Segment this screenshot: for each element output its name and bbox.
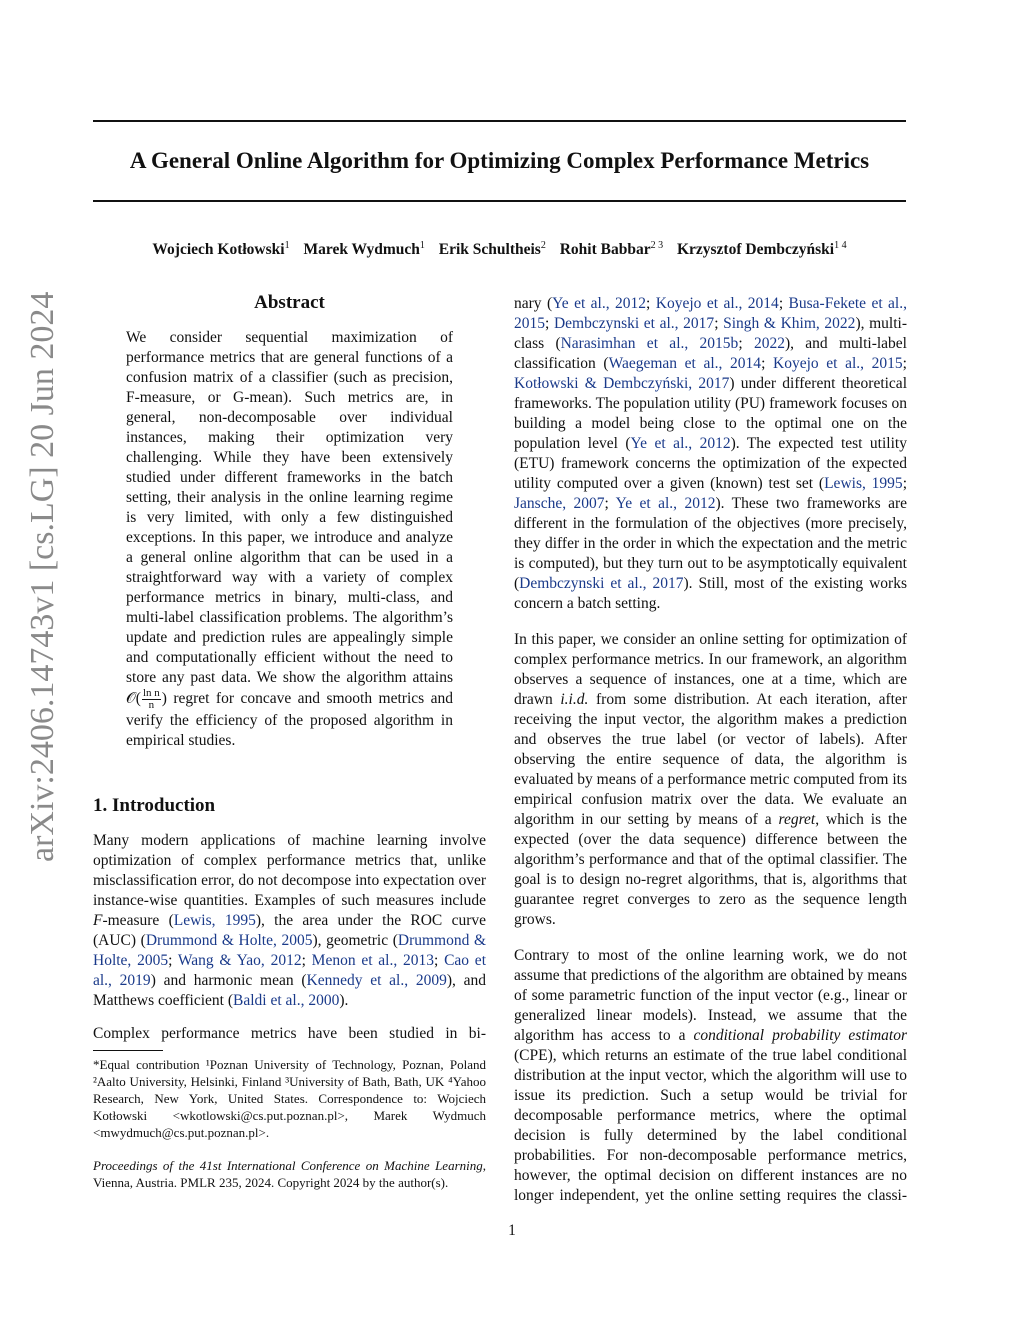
citation-link[interactable]: Dembczynski et al., 2017 — [553, 315, 715, 332]
author — [560, 241, 663, 258]
page-number: 1 — [508, 1222, 516, 1239]
citation-link[interactable]: 2022 — [753, 335, 785, 352]
intro-paragraph-2: Complex performance metrics have been studied in bi- — [93, 1025, 486, 1042]
author-name: Krzysztof Dembczyński — [676, 241, 835, 259]
text: ; — [168, 952, 178, 969]
paper-title: A General Online Algorithm for Optimizing Complex Performance Metrics — [129, 148, 870, 173]
author-affiliation: 1 4 — [834, 240, 847, 251]
text: ; — [738, 335, 754, 352]
text: ), multi-class ( — [514, 315, 907, 352]
citation-link[interactable]: Singh & Khim, 2022 — [723, 315, 856, 332]
author — [439, 241, 546, 258]
body-paragraph — [514, 294, 907, 614]
emphasis: i.i.d. — [560, 691, 589, 708]
text: , which is the expected (over the data sequence) difference between the algorithm’s performance and that of the optimal classifier. The goal is to design no-regret algorithms, that is, algorithms that guarantee regret converges to zero as the sequence length grows. — [514, 811, 907, 928]
abstract-text-a: We consider sequential maximization of performance metrics that are general functions of a confusion matrix of a classifier (such as precision, F-measure, or G-mean). Such metrics are, in general, non-decomposable over individual instances, making their optimization very challenging. While they have been extensively studied under different frameworks in the batch setting, their analysis in the online learning regime is very limited, with only a few distinguished exceptions. In this paper, we introduce and analyze a general online algorithm that can be used in a straightforward way with a variety of complex performance metrics in binary, multi-class, and multi-label classification problems. The algorithm’s update and prediction rules are appealingly simple and computationally efficient without the need to store any past data. We show the algorithm attains 𝒪( — [126, 329, 453, 708]
author-affiliation: 1 — [284, 240, 290, 251]
proceedings-footnote — [93, 1157, 486, 1191]
text: ) under different theoretical frameworks. The population utility (PU) framework focuses on building a model being close to the optimal one on the population level ( — [514, 375, 907, 452]
citation-link[interactable]: Ye et al., 2012 — [630, 435, 731, 452]
text: ; — [545, 315, 554, 332]
body-paragraph — [514, 630, 907, 930]
text: ). The expected test utility (ETU) framework concerns the optimization of the expected utility computed over a given (known) test set ( — [514, 435, 907, 492]
text: ; — [604, 495, 616, 512]
proceedings-rest: , Vienna, Austria. PMLR 235, 2024. Copyright 2024 by the author(s). — [93, 1158, 486, 1190]
citation-link[interactable]: Cao et al., 2019 — [93, 952, 486, 989]
text: from some distribution. At each iteration, after receiving the input vector, the algorithm makes a prediction and observes the true label (or vector of labels). After observing the entire sequence of data, the algorithm is evaluated by means of a performance metric computed from its empirical confusion matrix over the data. We evaluate an algorithm in our setting by means of a — [514, 691, 907, 828]
text: ), and multi-label classification ( — [514, 335, 907, 372]
citation-link[interactable]: Kotłowski & Dembczyński, 2017 — [514, 375, 730, 392]
left-column — [93, 290, 486, 1191]
text: ). — [339, 992, 349, 1009]
author-affiliation: 1 — [419, 240, 425, 251]
text: ; — [902, 355, 907, 372]
citation-link[interactable]: Lewis, 1995 — [173, 912, 256, 929]
text: ; — [778, 295, 789, 312]
text: (CPE), which returns an estimate of the true label conditional distribution at the input vector, which the algorithm will use to issue its prediction. Such a setup would be trivial for decomposable performance metrics, where the optimal decision is fully determined by the label conditional probabilities. For non-decomposable performance metrics, however, the optimal decision on different instances are no longer independent, yet the online setting requires the classi- — [514, 1047, 907, 1204]
text: ). Still, most of the existing works concern a batch setting. — [514, 575, 908, 612]
author-affiliation: 2 3 — [650, 240, 664, 251]
abstract-heading: Abstract — [254, 292, 325, 313]
citation-link[interactable]: Dembczynski et al., 2017 — [519, 575, 684, 592]
text: ). These two frameworks are different in the formulation of the objectives (more precisely, they differ in the order in which the expectation and the metric is computed), but they turn out to be asymptotically equivalent ( — [514, 495, 908, 592]
abstract-text-b: ) regret for concave and smooth metrics and verify the efficiency of the proposed algorithm in empirical studies. — [126, 690, 453, 749]
abstract-text — [126, 328, 453, 751]
section-heading-introduction: 1. Introduction — [93, 795, 216, 816]
big-o-fraction — [142, 688, 161, 711]
author-name: Erik Schultheis — [438, 241, 541, 259]
text: ; — [714, 315, 724, 332]
citation-link[interactable]: Waegeman et al., 2014 — [608, 355, 762, 372]
citation-link[interactable]: Drummond & Holte, 2005 — [145, 932, 313, 949]
text: ; — [646, 295, 656, 312]
footnote-rule — [93, 1050, 163, 1051]
text: ; — [301, 952, 312, 969]
right-column — [514, 294, 907, 1222]
body-paragraph — [514, 946, 907, 1206]
author — [677, 241, 847, 258]
author-affiliation: 2 — [540, 240, 546, 251]
citation-link[interactable]: Baldi et al., 2000 — [233, 992, 340, 1009]
author-name: Rohit Babbar — [559, 241, 651, 259]
author-name: Marek Wydmuch — [303, 241, 420, 259]
text: ), geometric ( — [312, 932, 398, 949]
text: Many modern applications of machine learning involve optimization of complex performance metrics that, unlike misclassification error, do not decompose into expectation over instance-wise quantities. Examples of such measures include — [93, 832, 486, 909]
citation-link[interactable]: Ye et al., 2012 — [552, 295, 647, 312]
text: -measure ( — [102, 912, 174, 929]
text: ), the area under the ROC curve (AUC) ( — [93, 912, 486, 949]
text: Contrary to most of the online learning work, we do not assume that predictions of the algorithm are obtained by means of some parametric function of the input vector (e.g., linear or generalized linear models). Instead, we assume that the algorithm has access to a — [514, 947, 907, 1044]
citation-link[interactable]: Wang & Yao, 2012 — [177, 952, 302, 969]
text: ; — [902, 475, 907, 492]
citation-link[interactable]: Narasimhan et al., 2015b — [560, 335, 739, 352]
text: ; — [761, 355, 774, 372]
text: ) and harmonic mean ( — [150, 972, 307, 989]
fraction-numerator: ln n — [142, 687, 160, 699]
proceedings-name: Proceedings of the 41st International Conference on Machine Learning — [93, 1158, 483, 1173]
citation-link[interactable]: Menon et al., 2013 — [311, 952, 434, 969]
citation-link[interactable]: Jansche, 2007 — [514, 495, 605, 512]
math-f: F — [93, 912, 103, 929]
citation-link[interactable]: Kennedy et al., 2009 — [306, 972, 447, 989]
fraction-denominator: n — [148, 699, 155, 711]
author — [303, 241, 424, 258]
text: ), and Matthews coefficient ( — [93, 972, 486, 1009]
citation-link[interactable]: Ye et al., 2012 — [615, 495, 716, 512]
citation-link[interactable]: Lewis, 1995 — [824, 475, 903, 492]
citation-link[interactable]: Koyejo et al., 2015 — [773, 355, 903, 372]
affiliation-footnote: *Equal contribution ¹Poznan University of Technology, Poznan, Poland ²Aalto University, Helsinki, Finland ³University of Bath, Bath, UK ⁴Yahoo Research, New York, United States. Correspondence to: Wojciech Kotłowski <wkotlowski@cs.put.poznan.pl>, Marek Wydmuch <mwydmuch@cs.put.poznan.pl>. — [93, 1057, 486, 1140]
text: ; — [434, 952, 445, 969]
title-rule-top — [93, 120, 906, 122]
title-rule-bottom — [93, 200, 906, 202]
author — [152, 241, 289, 258]
intro-paragraph-1 — [93, 831, 486, 1011]
emphasis: regret — [778, 811, 816, 828]
text: In this paper, we consider an online setting for optimization of complex performance metrics. In our framework, an algorithm observes a sequence of instances, one at a time, which are drawn — [514, 631, 907, 708]
author-list — [93, 236, 906, 260]
citation-link[interactable]: Koyejo et al., 2014 — [655, 295, 779, 312]
arxiv-identifier: arXiv:2406.14743v1 [cs.LG] 20 Jun 2024 — [24, 291, 61, 862]
citation-link[interactable]: Busa-Fekete et al., 2015 — [514, 295, 907, 332]
text: nary ( — [514, 295, 553, 312]
citation-link[interactable]: Drummond & Holte, 2005 — [93, 932, 487, 969]
author-name: Wojciech Kotłowski — [152, 241, 285, 259]
emphasis: conditional probability estimator — [693, 1027, 907, 1044]
